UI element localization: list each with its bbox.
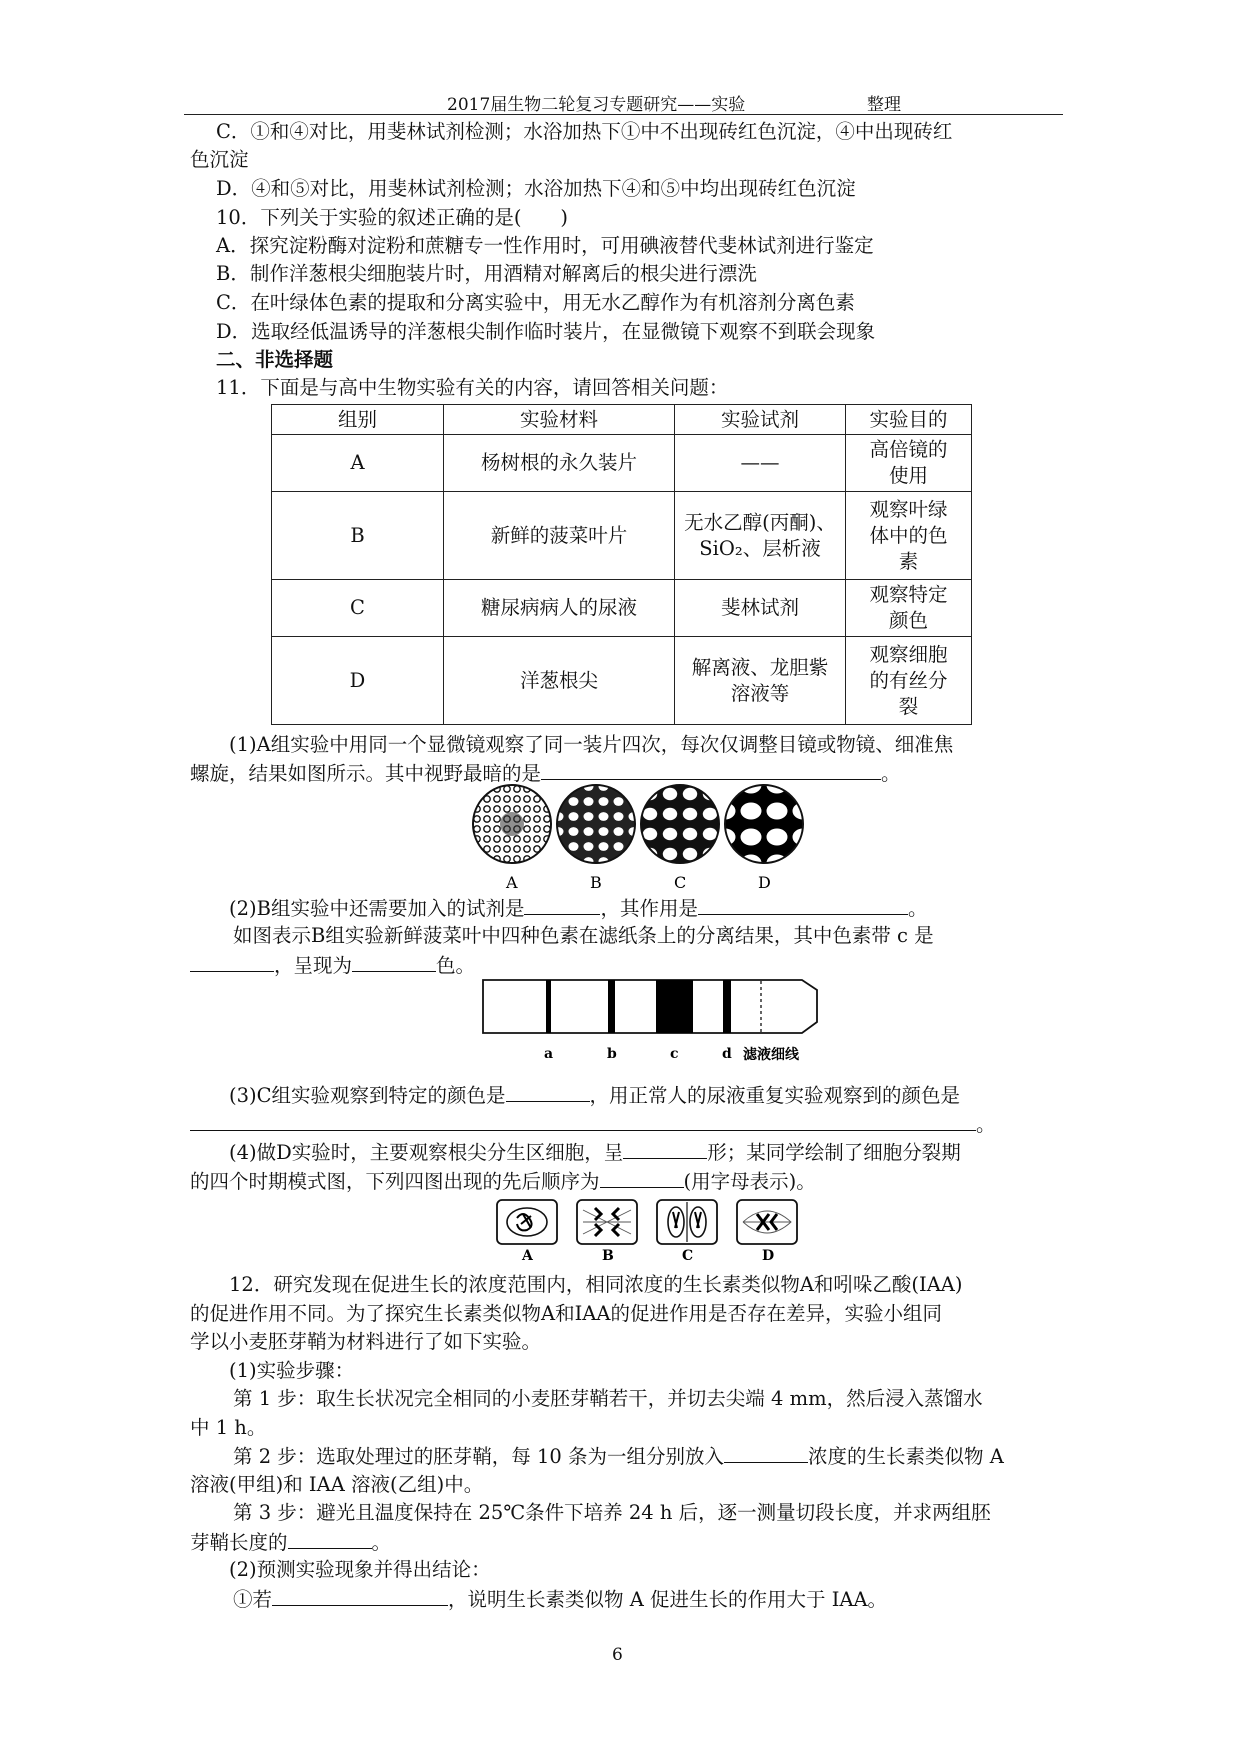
fig3-label-d: D [762, 1248, 775, 1264]
field-circle-b [557, 785, 635, 863]
field-circle-a [473, 785, 551, 863]
q11-part4-line1 [229, 1140, 961, 1165]
purpose-line: 观察细胞 [869, 642, 948, 666]
mitosis-stages-figure [495, 1198, 805, 1264]
q12-step3-line2 [190, 1530, 391, 1555]
q11-part4-text-b: 形；某同学绘制了细胞分裂期 [707, 1141, 961, 1164]
table-cell-reagent [675, 435, 846, 492]
answer-blank[interactable] [524, 896, 600, 915]
q11-part4-text-a: (4)做D实验时，主要观察根尖分生区细胞，呈 [229, 1141, 624, 1164]
fig1-label-d: D [758, 873, 771, 892]
q11-part2-line3 [190, 953, 475, 978]
reagent-line: 溶液等 [730, 681, 790, 705]
fig1-label-b: B [590, 873, 602, 892]
filtrate-line-label: 滤液细线 [743, 1047, 799, 1063]
q11-part1-text: 螺旋，结果如图所示。其中视野最暗的是 [190, 762, 542, 785]
chromatography-strip-figure [480, 978, 820, 1074]
q10-option-c: C．在叶绿体色素的提取和分离实验中，用无水乙醇作为有机溶剂分离色素 [216, 291, 855, 314]
reagent-line: 无水乙醇(丙酮)、 [684, 510, 836, 534]
purpose-line: 使用 [888, 464, 928, 487]
fig3-label-b: B [602, 1248, 614, 1264]
table-cell-purpose [846, 492, 972, 580]
purpose-line: 素 [898, 549, 919, 573]
table-cell-reagent [675, 637, 846, 725]
q12-line1: 12．研究发现在促进生长的浓度范围内，相同浓度的生长素类似物A和吲哚乙酸(IAA) [229, 1273, 963, 1296]
filter-paper-strip [483, 980, 817, 1033]
field-circle-c [641, 785, 719, 863]
table-cell-group: B [272, 492, 444, 580]
table-cell-material: 新鲜的菠菜叶片 [444, 492, 675, 580]
fig3-label-a: A [522, 1248, 533, 1264]
table-cell-group: A [272, 435, 444, 492]
microscope-fields-figure [470, 782, 820, 894]
purpose-line: 观察特定 [869, 583, 948, 606]
table-row [272, 435, 972, 492]
table-header-cell: 实验试剂 [675, 405, 846, 435]
table-cell-reagent [675, 580, 846, 637]
q11-part2-line1 [229, 896, 927, 921]
table-row [272, 580, 972, 637]
q12-step3-text-a: 芽鞘长度的 [190, 1531, 288, 1554]
pigment-band-c [656, 980, 693, 1033]
answer-blank[interactable] [190, 953, 274, 972]
table-cell-purpose [846, 580, 972, 637]
q11-part3-line1 [229, 1083, 960, 1108]
page-number: 6 [612, 1645, 623, 1665]
answer-blank[interactable] [288, 1530, 372, 1549]
table-cell-purpose [846, 637, 972, 725]
q10-option-a: A．探究淀粉酶对淀粉和蔗糖专一性作用时，可用碘液替代斐林试剂进行鉴定 [216, 234, 874, 257]
pigment-band-b [608, 980, 615, 1033]
experiment-table [271, 404, 972, 725]
answer-blank[interactable] [190, 1112, 976, 1131]
reagent-line: SiO₂、层析液 [699, 536, 821, 560]
q11-part2-text-c: 。 [907, 897, 928, 920]
reagent-line: 解离液、龙胆紫 [691, 655, 829, 679]
table-cell-purpose [846, 435, 972, 492]
purpose-line: 体中的色 [869, 523, 948, 547]
table-cell-material: 杨树根的永久装片 [444, 435, 675, 492]
q11-part1-line1: (1)A组实验中用同一个显微镜观察了同一装片四次，每次仅调整目镜或物镜、细准焦 [229, 733, 954, 756]
q12-steps-heading: (1)实验步骤： [229, 1359, 355, 1382]
q11-part3-line2 [190, 1112, 996, 1137]
q12-step2-line2: 溶液(甲组)和 IAA 溶液(乙组)中。 [190, 1473, 484, 1496]
q10-stem: 10．下列关于实验的叙述正确的是( ) [216, 206, 569, 229]
q11-part4-line2 [190, 1169, 816, 1194]
band-label-b: b [607, 1046, 617, 1062]
q11-part2-text-a: (2)B组实验中还需要加入的试剂是 [229, 897, 525, 920]
header-rule [184, 114, 1063, 115]
table-cell-group: C [272, 580, 444, 637]
table-row [272, 637, 972, 725]
q12-step2-line1 [233, 1444, 1004, 1469]
q12-conclusion-1 [233, 1587, 887, 1612]
pigment-band-a [546, 980, 551, 1033]
q11-part1-end: 。 [881, 762, 901, 785]
answer-blank[interactable] [272, 1587, 448, 1606]
q11-part3-text-a: (3)C组实验观察到特定的颜色是 [229, 1084, 506, 1107]
stage-d-cell [737, 1200, 797, 1244]
q12-step1-line2: 中 1 h。 [190, 1416, 267, 1439]
table-row [272, 492, 972, 580]
table-cell-reagent [675, 492, 846, 580]
answer-blank[interactable] [541, 761, 881, 780]
page-header [0, 90, 1241, 114]
q12-step1-line1: 第 1 步：取生长状况完全相同的小麦胚芽鞘若干，并切去尖端 4 mm，然后浸入蒸馏水 [233, 1387, 983, 1410]
fig1-label-a: A [506, 873, 518, 892]
q12-step3-text-b: 。 [371, 1531, 392, 1554]
q11-part4-text-c: 的四个时期模式图，下列四图出现的先后顺序为 [190, 1170, 600, 1193]
field-circle-d [725, 785, 803, 863]
q11-part4-text-d: (用字母表示)。 [683, 1170, 816, 1193]
q11-part3-text-b: ，用正常人的尿液重复实验观察到的颜色是 [589, 1084, 961, 1107]
table-header-cell: 组别 [272, 405, 444, 435]
purpose-line: 颜色 [888, 609, 928, 632]
purpose-line: 裂 [898, 694, 919, 718]
answer-blank[interactable] [600, 1169, 684, 1188]
section-heading: 二、非选择题 [216, 348, 334, 371]
table-cell-material: 洋葱根尖 [444, 637, 675, 725]
q11-part2-line2: 如图表示B组实验新鲜菠菜叶中四种色素在滤纸条上的分离结果，其中色素带 c 是 [233, 924, 934, 947]
q11-part2-text-d: ，呈现为 [274, 954, 353, 977]
q9-option-d: D．④和⑤对比，用斐林试剂检测；水浴加热下④和⑤中均出现砖红色沉淀 [216, 177, 856, 200]
q10-option-b: B．制作洋葱根尖细胞装片时，用酒精对解离后的根尖进行漂洗 [216, 262, 757, 285]
q11-part2-text-b: ，其作用是 [600, 897, 698, 920]
q12-conclusion-text-a: ①若 [233, 1588, 273, 1611]
table-header-cell: 实验目的 [846, 405, 972, 435]
q11-stem: 11．下面是与高中生物实验有关的内容，请回答相关问题： [216, 376, 729, 399]
q12-line2: 的促进作用不同。为了探究生长素类似物A和IAA的促进作用是否存在差异，实验小组同 [190, 1302, 942, 1325]
q12-line3: 学以小麦胚芽鞘为材料进行了如下实验。 [190, 1330, 542, 1353]
band-label-d: d [722, 1046, 732, 1062]
stage-b-cell [577, 1200, 637, 1244]
q12-step3-line1: 第 3 步：避光且温度保持在 25℃条件下培养 24 h 后，逐一测量切段长度，并求两组胚 [233, 1501, 991, 1524]
q12-predict-heading: (2)预测实验现象并得出结论： [229, 1558, 491, 1581]
reagent-line: 斐林试剂 [720, 596, 799, 619]
answer-blank[interactable] [623, 1140, 707, 1159]
table-header-cell: 实验材料 [444, 405, 675, 435]
pigment-band-d [723, 980, 731, 1033]
fig3-label-c: C [682, 1248, 694, 1264]
table-header-row [272, 405, 972, 435]
purpose-line: 的有丝分 [869, 668, 948, 692]
q9-option-c-line2: 色沉淀 [190, 148, 249, 171]
answer-blank[interactable] [352, 953, 436, 972]
q10-option-d: D．选取经低温诱导的洋葱根尖制作临时装片，在显微镜下观察不到联会现象 [216, 320, 876, 343]
reagent-line: —— [740, 451, 780, 474]
stage-a-cell [497, 1200, 557, 1244]
answer-blank[interactable] [506, 1083, 590, 1102]
answer-blank[interactable] [724, 1444, 808, 1463]
q12-step2-text-a: 第 2 步：选取处理过的胚芽鞘，每 10 条为一组分别放入 [233, 1445, 725, 1468]
purpose-line: 高倍镜的 [869, 438, 948, 461]
band-label-c: c [670, 1046, 679, 1062]
q12-step2-text-b: 浓度的生长素类似物 A [808, 1445, 1004, 1468]
table-cell-group: D [272, 637, 444, 725]
header-organizer: 整理 [867, 95, 901, 115]
q9-option-c-line1: C．①和④对比，用斐林试剂检测；水浴加热下①中不出现砖红色沉淀，④中出现砖红 [216, 120, 953, 143]
table-cell-material: 糖尿病病人的尿液 [444, 580, 675, 637]
band-label-a: a [544, 1046, 554, 1062]
stage-c-cell [657, 1200, 717, 1244]
header-title: 2017届生物二轮复习专题研究——实验 [447, 95, 746, 115]
q11-part3-end: 。 [976, 1113, 996, 1136]
answer-blank[interactable] [698, 896, 908, 915]
fig1-label-c: C [674, 873, 687, 892]
q11-part2-text-e: 色。 [436, 954, 476, 977]
q12-conclusion-text-b: ，说明生长素类似物 A 促进生长的作用大于 IAA。 [448, 1588, 888, 1611]
purpose-line: 观察叶绿 [869, 497, 948, 521]
